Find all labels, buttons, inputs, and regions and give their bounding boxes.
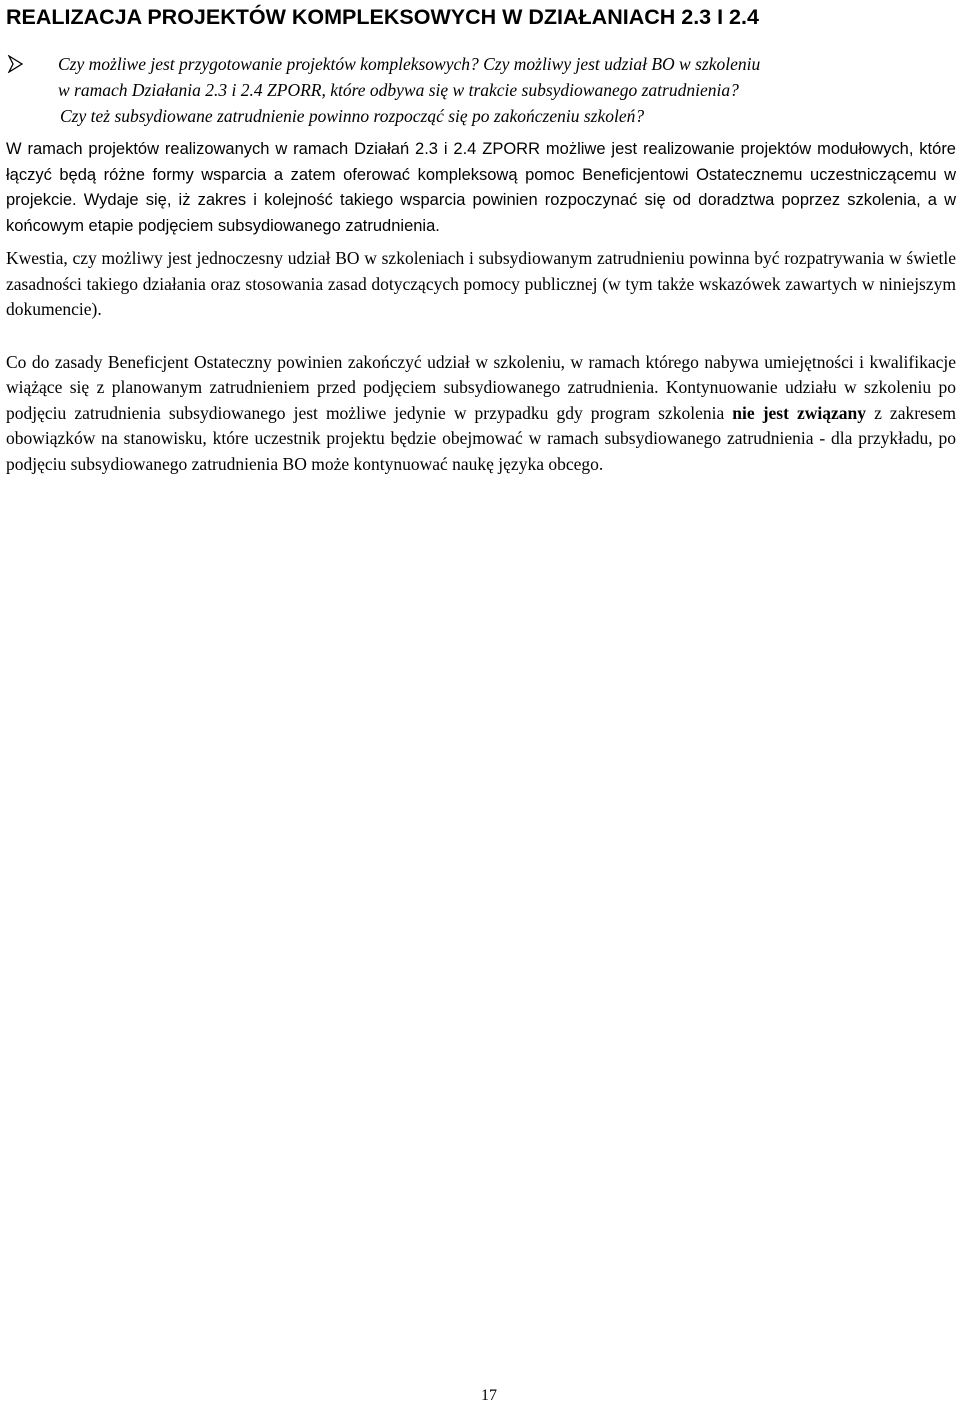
question-line-1: Czy możliwe jest przygotowanie projektów kompleksowych? Czy możliwy jest udział BO w szkoleniu [58,54,761,74]
document-page [6,0,956,477]
paragraph3-text-after: z zakresem obowiązków na stanowisku, które uczestnik projektu będzie obejmować w ramach subsydiowanego zatrudnienia - dla przykładu, po podjęciu subsydiowanego zatrudnienia BO może kontynuować naukę języka obcego. [6,402,956,474]
question-block [6,51,956,129]
paragraph-modular-projects: W ramach projektów realizowanych w ramach Działań 2.3 i 2.4 ZPORR możliwe jest realizowanie projektów modułowych, które łączyć będą różne formy wsparcia a zatem oferować kompleksową pomoc Beneficjentowi Ostatecznemu uczestniczącemu w projekcie. Wydaje się, iż zakres i kolejność takiego wsparcia powinien rozpoczynać się od doradztwa poprzez szkolenia, a w końcowym etapie podjęciem subsydiowanego zatrudnienia. [6,140,956,235]
paragraph-simultaneous-participation: Kwestia, czy możliwy jest jednoczesny udział BO w szkoleniach i subsydiowanym zatrudnieniu powinna być rozpatrywania w świetle zasadności takiego działania oraz stosowania zasad dotyczących pomocy publicznej (w tym także wskazówek zawartych w niniejszym dokumencie). [6,248,956,319]
page-number: 17 [481,1387,497,1404]
paragraph3-text-before: Co do zasady Beneficjent Ostateczny powinien zakończyć udział w szkoleniu, w ramach którego nabywa umiejętności i kwalifikacje wiążące się z planowanym zatrudnieniem przed podjęciem subsydiowanego zatrudnienia. Kontynuowanie udziału w szkoleniu po podjęciu zatrudnienia subsydiowanego jest możliwe jedynie w przypadku gdy program szkolenia [6,351,956,423]
paragraph-training-completion [6,350,956,478]
question-line-2: w ramach Działania 2.3 i 2.4 ZPORR, które odbywa się w trakcie subsydiowanego zatrudnienia? [58,80,739,100]
section-title: REALIZACJA PROJEKTÓW KOMPLEKSOWYCH W DZIAŁANIACH 2.3 I 2.4 [6,5,759,29]
arrow-bullet-icon [6,55,24,73]
question-line-3: Czy też subsydiowane zatrudnienie powinno rozpocząć się po zakończeniu szkoleń? [60,106,645,126]
paragraph3-bold-text: nie jest związany [732,402,867,423]
